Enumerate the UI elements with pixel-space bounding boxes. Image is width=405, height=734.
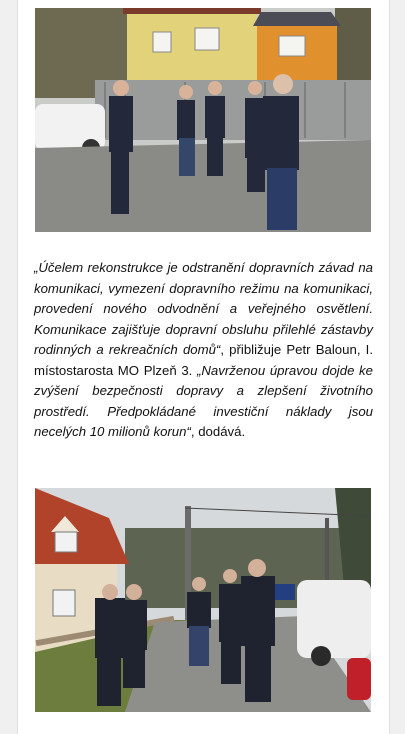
article-paragraph [34, 258, 373, 443]
quote-reconstruction: „Účelem rekonstrukce je odstranění dopravních závad na komunikaci, vymezení dopravního režimu na komunikaci, provedení nového odvodnění a veřejného osvětlení. Komunikace zajišťuje dopravní obsluhu přilehlé zástavby rodinných a rekreačních domů“ [34, 260, 373, 357]
quote-attribution: , přibližuje Petr Baloun, I. místostarosta MO Plzeň 3. [34, 342, 373, 378]
article-photo-1[interactable] [35, 8, 371, 232]
quote-closing: , dodává. [190, 424, 246, 439]
photo-1-image [35, 8, 371, 232]
quote-investment: „Navrženou úpravou dojde ke zvýšení bezpečnosti dopravy a zlepšení životního prostředí. Předpokládané investiční náklady jsou necelých 10 milionů korun“ [34, 362, 373, 439]
article-page [17, 0, 390, 734]
photo-2-image [35, 488, 371, 712]
article-photo-2[interactable] [35, 488, 371, 712]
